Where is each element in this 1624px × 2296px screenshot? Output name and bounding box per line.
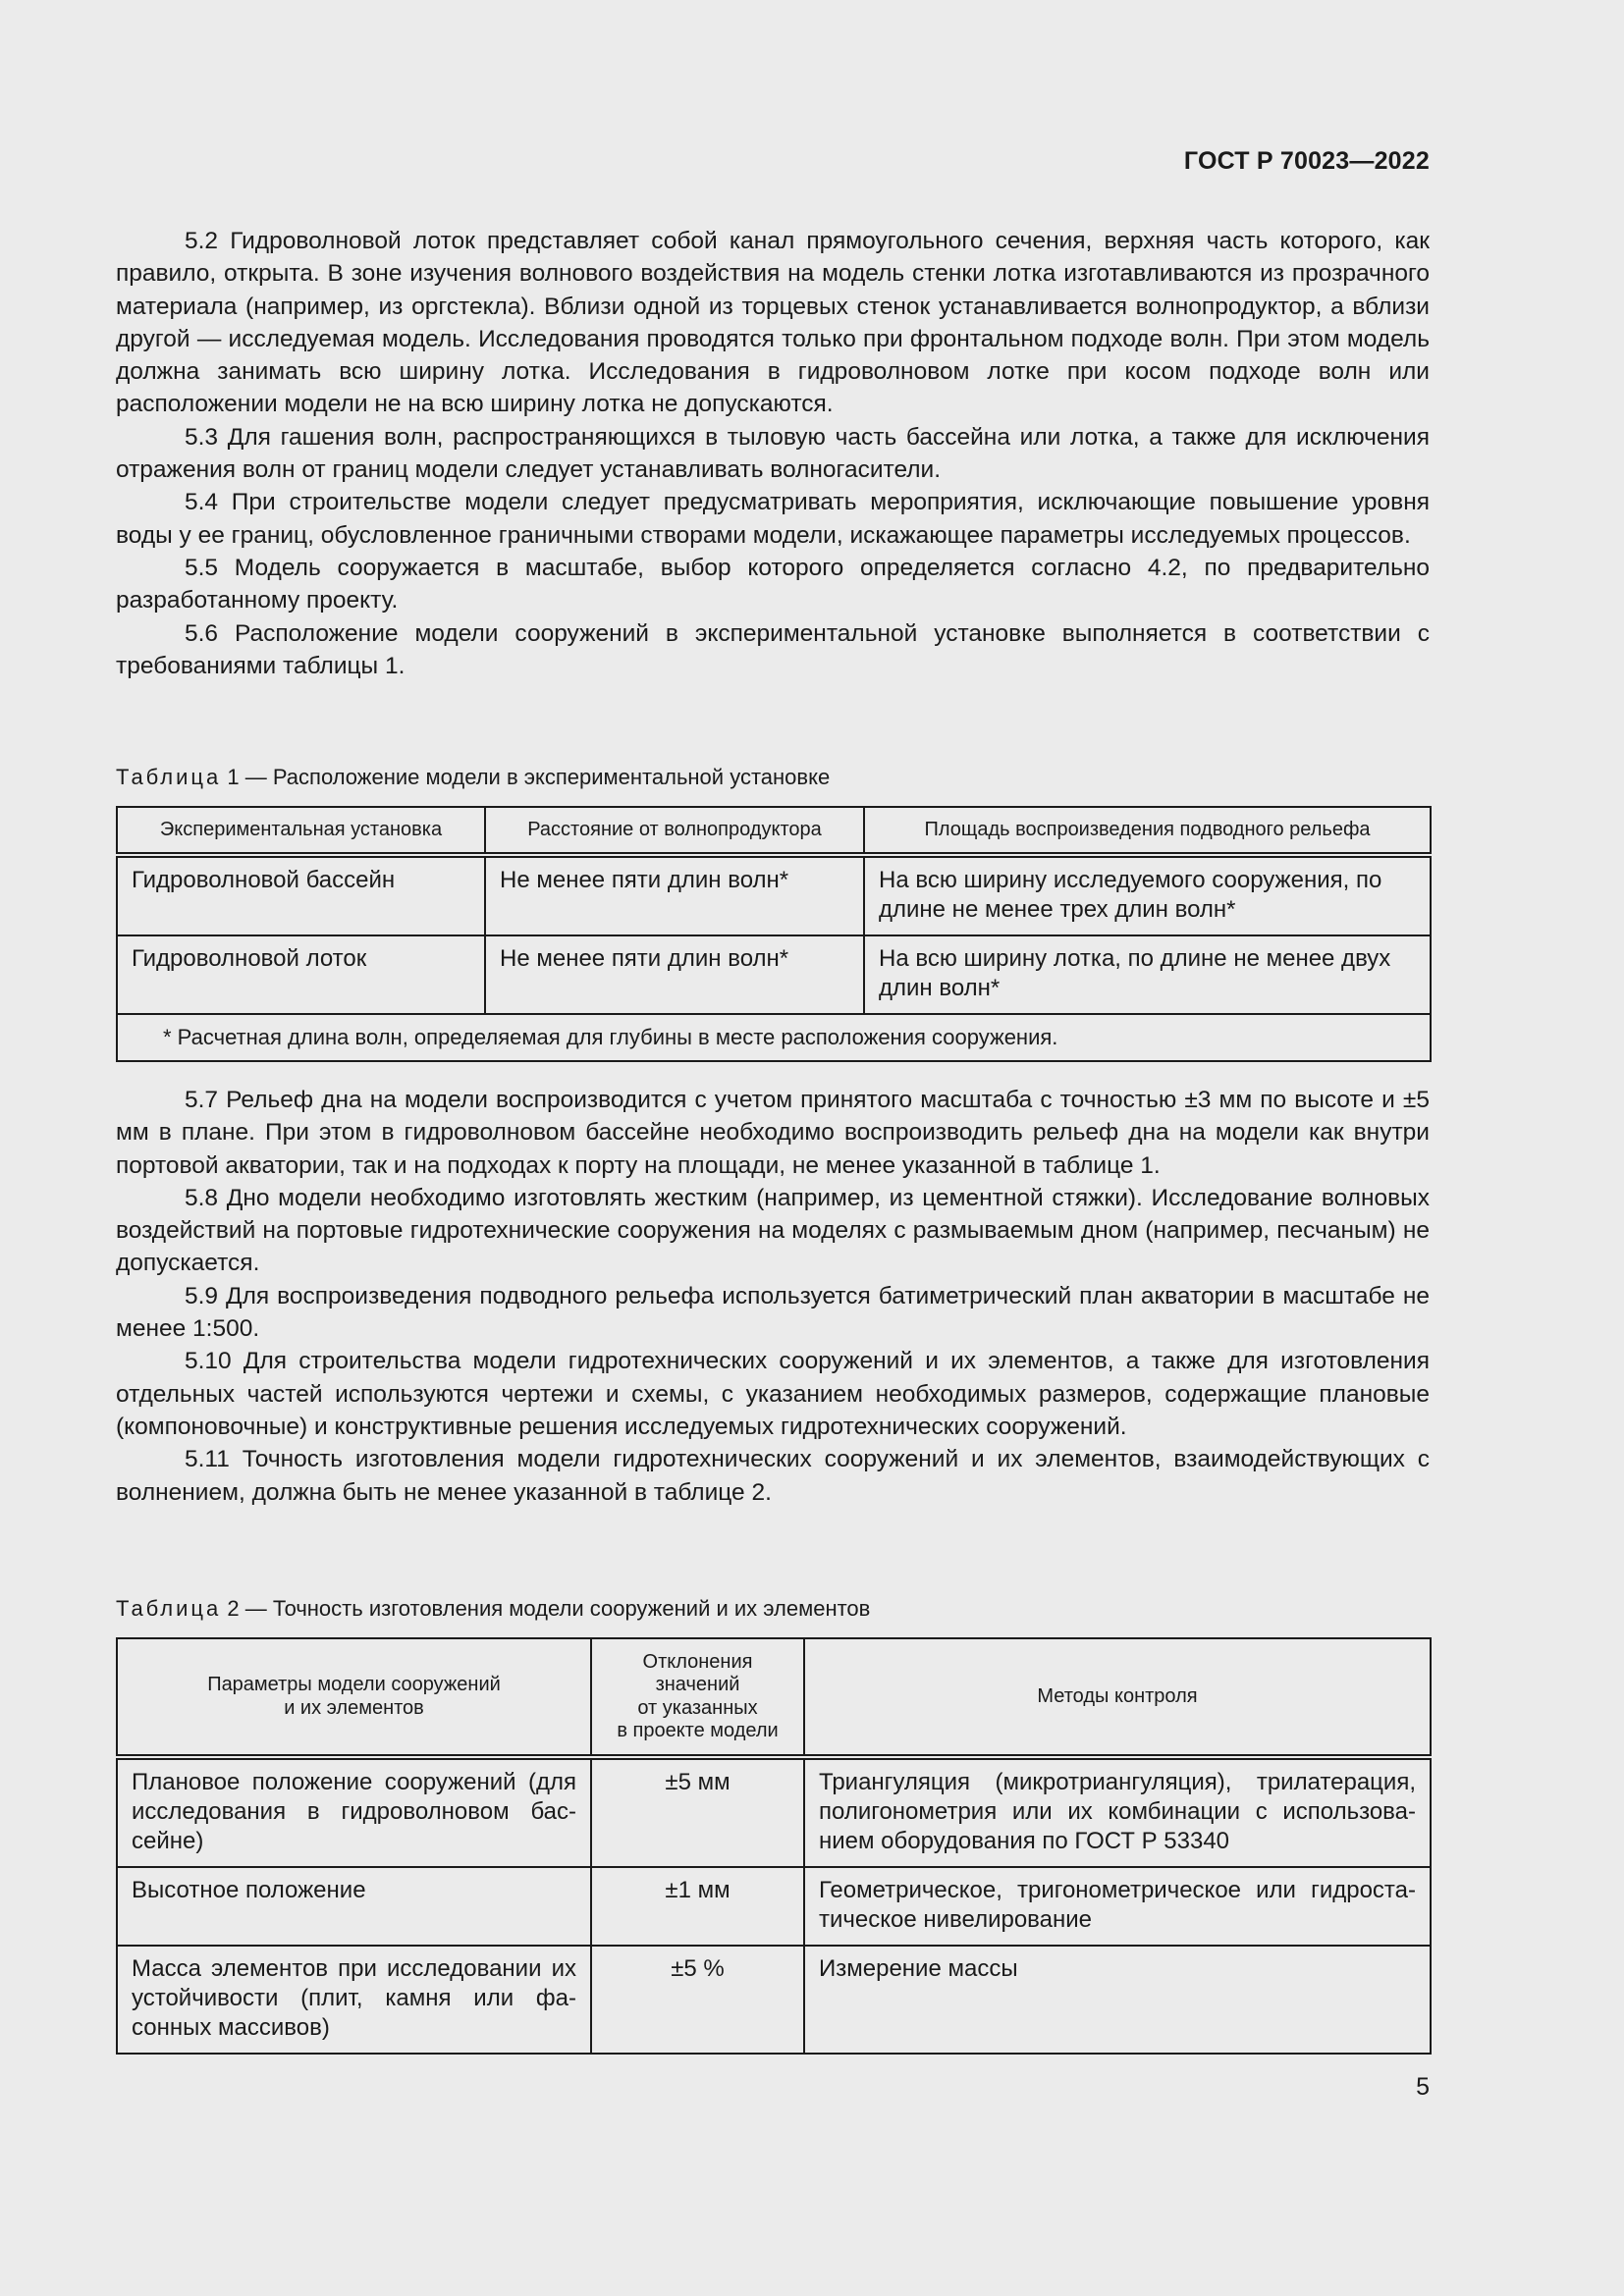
table2 (116, 1637, 1432, 2055)
table-cell: Триангуляция (микротриангуляция), трилатерация, полигонометрия или их комбинации с использованием оборудования по ГОСТ Р 53340 (804, 1757, 1431, 1867)
paragraph-5-7: 5.7 Рельеф дна на модели воспроизводится с учетом принятого масштаба с точностью ±3 мм по высоте и ±5 мм в плане. При этом в гидроволновом бассейне необходимо воспроизводить рельеф дна на модели как внутри портовой акватории, так и на подходах к порту на площади, не менее указанной в таблице 1. (116, 1087, 1430, 1179)
table-cell: На всю ширину исследуемого сооружения, по длине не менее трех длин волн* (864, 855, 1431, 935)
table-cell: Не менее пяти длин волн* (485, 855, 864, 935)
paragraph-5-6: 5.6 Расположение модели сооружений в экспериментальной установке выполняется в соответствии с требованиями таблицы 1. (116, 619, 1430, 679)
table2-block (116, 1594, 1430, 2055)
table-row (117, 1757, 1431, 1867)
table-cell: Гидроволновой бассейн (117, 855, 485, 935)
table-cell: ±5 % (591, 1946, 804, 2054)
table2-header-cell (591, 1638, 804, 1757)
table1-block (116, 763, 1430, 1062)
table1 (116, 806, 1432, 1062)
paragraph-5-10: 5.10 Для строительства модели гидротехнических сооружений и их элементов, а также для изготовления отдельных частей используются чертежи и схемы, с указанием необходимых размеров, содержащие плановые (компоновочные) и конструктивные решения исследуемых гидротехнических сооружений. (116, 1348, 1430, 1440)
table2-header-row (117, 1638, 1431, 1757)
header-line: в проекте модели (617, 1720, 779, 1741)
paragraph-5-5: 5.5 Модель сооружается в масштабе, выбор которого определяется согласно 4.2, по предварительно разработанному проекту. (116, 554, 1430, 614)
table1-header-cell: Расстояние от волнопродуктора (485, 807, 864, 855)
header-line: значений (655, 1674, 740, 1695)
table1-header-cell: Экспериментальная установка (117, 807, 485, 855)
table2-header-cell (117, 1638, 591, 1757)
paragraph-5-3: 5.3 Для гашения волн, распространяющихся в тыловую часть бассейна или лотка, а также для исключения отражения волн от границ модели следует устанавливать волногасители. (116, 423, 1430, 484)
document-id-header: ГОСТ Р 70023—2022 (1183, 147, 1430, 175)
table-cell: Не менее пяти длин волн* (485, 935, 864, 1014)
table2-caption-text: 2 — Точность изготовления модели сооружений и их элементов (227, 1596, 871, 1621)
table2-caption-label: Таблица (116, 1596, 222, 1621)
header-line: и их элементов (284, 1696, 424, 1719)
table-row (117, 1867, 1431, 1946)
paragraphs-top (116, 225, 1430, 682)
table-cell: ±1 мм (591, 1867, 804, 1946)
table2-header-cell (804, 1638, 1431, 1757)
paragraphs-middle (116, 1084, 1430, 1509)
paragraph-5-11: 5.11 Точность изготовления модели гидротехнических сооружений и их элементов, взаимодействующих с волнением, должна быть не менее указанной в таблице 2. (116, 1446, 1430, 1506)
table-cell: Измерение массы (804, 1946, 1431, 2054)
paragraph-5-4: 5.4 При строительстве модели следует предусматривать мероприятия, исключающие повышение уровня воды у ее границ, обусловленное граничными створами модели, искажающее параметры исследуемых процессов. (116, 489, 1430, 549)
table1-caption-label: Таблица (116, 765, 222, 789)
table-row (117, 855, 1431, 935)
paragraph-5-9: 5.9 Для воспроизведения подводного рельефа используется батиметрический план акватории в масштабе не менее 1:500. (116, 1282, 1430, 1343)
table-row (117, 1946, 1431, 2054)
table1-footnote: * Расчетная длина волн, определяемая для глубины в месте расположения сооружения. (117, 1014, 1431, 1061)
table-cell: Геометрическое, тригонометрическое или гидростатическое нивелирование (804, 1867, 1431, 1946)
table1-header-cell: Площадь воспроизведения подводного рельефа (864, 807, 1431, 855)
paragraph-5-2: 5.2 Гидроволновой лоток представляет собой канал прямоугольного сечения, верхняя часть которого, как правило, открыта. В зоне изучения волнового воздействия на модель стенки лотка изготавливаются из прозрачного материала (например, из оргстекла). Вблизи одной из торцевых стенок устанавливается волнопродуктор, а вблизи другой — исследуемая модель. Исследования проводятся только при фронтальном подходе волн. При этом модель должна занимать всю ширину лотка. Исследования в гидроволновом лотке при косом подходе волн или расположении модели не на всю ширину лотка не допускаются. (116, 228, 1430, 418)
table1-caption (116, 763, 1430, 792)
page-number: 5 (1416, 2073, 1430, 2101)
paragraph-5-8: 5.8 Дно модели необходимо изготовлять жестким (например, из цементной стяжки). Исследование волновых воздействий на портовые гидротехнические сооружения на моделях с размываемым дном (например, песчаным) не допускается. (116, 1184, 1430, 1277)
table-cell: Масса элементов при исследовании их устойчивости (плит, камня или фасонных массивов) (117, 1946, 591, 2054)
table-row (117, 935, 1431, 1014)
table1-header-row (117, 807, 1431, 855)
table-cell: ±5 мм (591, 1757, 804, 1867)
table-cell: Высотное положение (117, 1867, 591, 1946)
header-line: Отклонения (642, 1650, 753, 1673)
table-cell: На всю ширину лотка, по длине не менее двух длин волн* (864, 935, 1431, 1014)
table1-footnote-row (117, 1014, 1431, 1061)
header-line: от указанных (637, 1696, 758, 1719)
header-line: Параметры модели сооружений (207, 1674, 501, 1695)
table-cell: Плановое положение сооружений (для исследования в гидроволновом бассейне) (117, 1757, 591, 1867)
table1-caption-text: 1 — Расположение модели в экспериментальной установке (227, 765, 831, 789)
header-line: Методы контроля (1037, 1684, 1198, 1707)
table-cell: Гидроволновой лоток (117, 935, 485, 1014)
table2-caption (116, 1594, 1430, 1624)
